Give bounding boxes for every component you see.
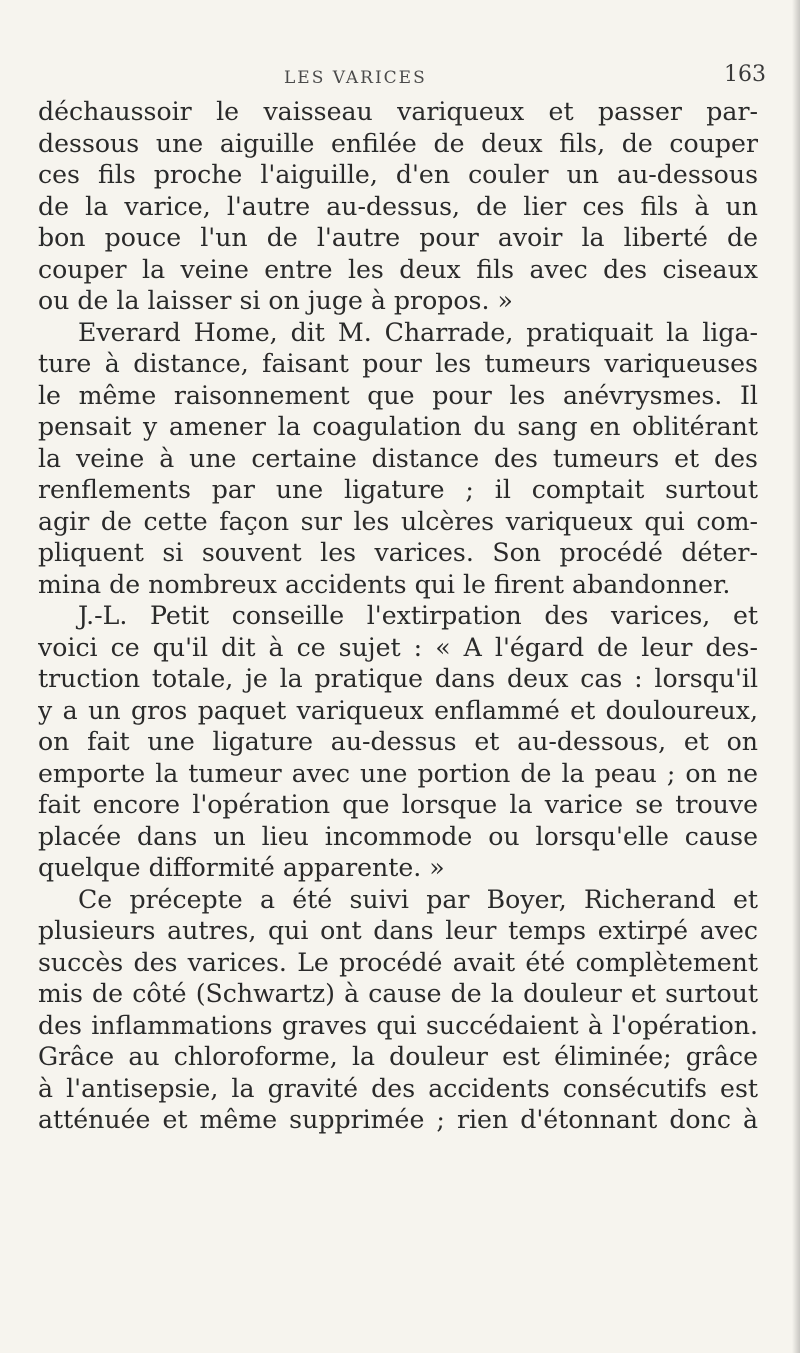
- text-line: voici ce qu'il dit à ce sujet : « A l'égard de leur des-: [38, 632, 758, 662]
- text-line: Everard Home, dit M. Charrade, pratiquait la liga-: [78, 317, 758, 347]
- text-line: J.-L. Petit conseille l'extirpation des varices, et: [78, 601, 758, 630]
- running-title: LES VARICES: [284, 68, 427, 88]
- text-line: renflements par une ligature ; il comptait surtout: [38, 475, 758, 504]
- text-line: on fait une ligature au-dessus et au-dessous, et on: [38, 727, 758, 756]
- text-line: emporte la tumeur avec une portion de la peau ; on ne: [38, 758, 758, 788]
- text-line: Grâce au chloroforme, la douleur est éliminée; grâce: [38, 1042, 758, 1071]
- text-line: y a un gros paquet variqueux enflammé et douloureux,: [38, 695, 758, 725]
- text-line: Ce précepte a été suivi par Boyer, Richerand et: [78, 884, 758, 914]
- text-line: dessous une aiguille enfilée de deux fils, de couper: [38, 128, 758, 158]
- page-header: [0, 62, 800, 94]
- page-edge-shadow: [792, 0, 800, 1353]
- text-line: agir de cette façon sur les ulcères variqueux qui com-: [38, 506, 758, 536]
- text-line: atténuée et même supprimée ; rien d'étonnant donc à: [38, 1105, 758, 1134]
- text-line: bon pouce l'un de l'autre pour avoir la liberté de: [38, 223, 758, 252]
- text-line: à l'antisepsie, la gravité des accidents consécutifs est: [38, 1073, 758, 1103]
- text-line: ces fils proche l'aiguille, d'en couler un au-dessous: [38, 160, 758, 189]
- page-number: 163: [724, 62, 766, 87]
- text-line: la veine à une certaine distance des tumeurs et des: [38, 443, 758, 473]
- text-line: des inflammations graves qui succédaient à l'opération.: [38, 1010, 758, 1040]
- text-line: le même raisonnement que pour les anévrysmes. Il: [38, 380, 758, 410]
- text-line: mina de nombreux accidents qui le firent abandonner.: [38, 569, 731, 599]
- text-line: pensait y amener la coagulation du sang en oblitérant: [38, 412, 758, 441]
- text-line: de la varice, l'autre au-dessus, de lier ces fils à un: [38, 191, 758, 221]
- text-line: succès des varices. Le procédé avait été complètement: [38, 947, 758, 977]
- text-line: mis de côté (Schwartz) à cause de la douleur et surtout: [38, 979, 758, 1008]
- text-line: ture à distance, faisant pour les tumeurs variqueuses: [38, 349, 758, 378]
- text-line: plusieurs autres, qui ont dans leur temps extirpé avec: [38, 916, 758, 945]
- text-line: pliquent si souvent les varices. Son procédé déter-: [38, 538, 758, 567]
- body-text: [38, 96, 758, 1136]
- text-line: truction totale, je la pratique dans deux cas : lorsqu'il: [38, 664, 758, 693]
- text-line: déchaussoir le vaisseau variqueux et passer par-: [38, 97, 758, 126]
- text-line: ou de la laisser si on juge à propos. »: [38, 286, 513, 315]
- text-line: couper la veine entre les deux fils avec des ciseaux: [38, 254, 758, 284]
- text-line: placée dans un lieu incommode ou lorsqu'elle cause: [38, 821, 758, 851]
- text-line: quelque difformité apparente. »: [38, 853, 445, 882]
- text-line: fait encore l'opération que lorsque la varice se trouve: [38, 790, 758, 819]
